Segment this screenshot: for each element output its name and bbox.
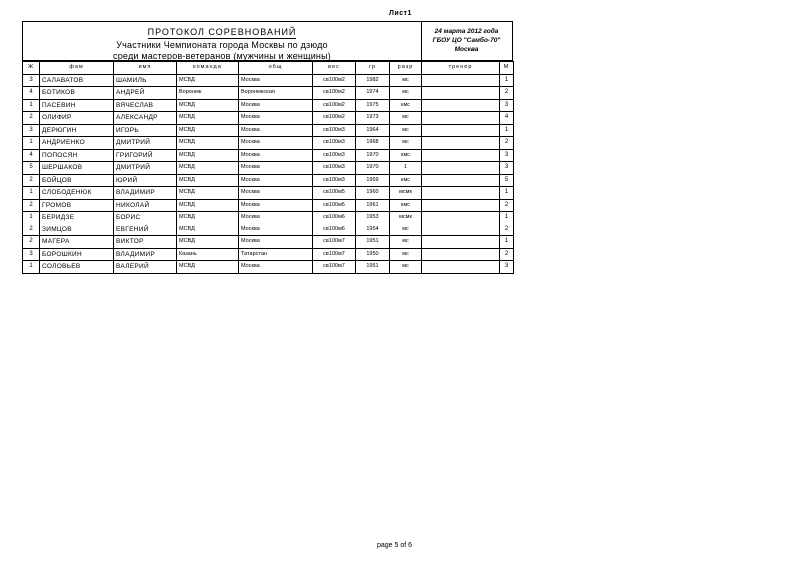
- cell-razr: мс: [390, 224, 422, 236]
- cell-ves: св100м2: [313, 99, 356, 112]
- cell-obsh: Москва: [239, 112, 313, 125]
- cell-gr: 1975: [356, 99, 390, 112]
- col-header-zh: Ж: [23, 62, 40, 75]
- cell-zh: 3: [23, 124, 40, 137]
- cell-trainer: [422, 112, 500, 125]
- cell-team: МСВД: [177, 212, 239, 224]
- cell-m: 2: [500, 199, 514, 212]
- header-event-info: [421, 22, 512, 60]
- table-row: [23, 224, 514, 236]
- cell-razr: кмс: [390, 199, 422, 212]
- cell-fam: АНДРИЕНКО: [40, 137, 114, 150]
- cell-ves: св100м3: [313, 162, 356, 175]
- cell-ves: св100м7: [313, 261, 356, 274]
- col-header-razr: разр: [390, 62, 422, 75]
- cell-ves: св100м7: [313, 248, 356, 261]
- table-row: [23, 74, 514, 87]
- cell-gr: 1950: [356, 248, 390, 261]
- cell-razr: мс: [390, 87, 422, 100]
- cell-razr: кмс: [390, 149, 422, 162]
- col-header-name: имя: [114, 62, 177, 75]
- col-header-m: М: [500, 62, 514, 75]
- table-row: [23, 248, 514, 261]
- cell-zh: 3: [23, 74, 40, 87]
- cell-razr: мсмк: [390, 212, 422, 224]
- cell-trainer: [422, 236, 500, 249]
- col-header-ves: вес: [313, 62, 356, 75]
- cell-zh: 1: [23, 261, 40, 274]
- cell-obsh: Москва: [239, 137, 313, 150]
- cell-m: 2: [500, 137, 514, 150]
- cell-m: 1: [500, 187, 514, 200]
- cell-zh: 3: [23, 248, 40, 261]
- cell-gr: 1951: [356, 236, 390, 249]
- cell-gr: 1982: [356, 74, 390, 87]
- cell-zh: 2: [23, 224, 40, 236]
- table-row: [23, 199, 514, 212]
- cell-trainer: [422, 224, 500, 236]
- cell-razr: мс: [390, 248, 422, 261]
- cell-fam: БОРОШКИН: [40, 248, 114, 261]
- table-row: [23, 261, 514, 274]
- table-header-row: [23, 62, 514, 75]
- table-row: [23, 187, 514, 200]
- col-header-gr: гр: [356, 62, 390, 75]
- cell-name: АНДРЕЙ: [114, 87, 177, 100]
- table-row: [23, 162, 514, 175]
- cell-razr: мс: [390, 124, 422, 137]
- cell-name: ВЯЧЕСЛАВ: [114, 99, 177, 112]
- cell-trainer: [422, 162, 500, 175]
- cell-team: МСВД: [177, 224, 239, 236]
- cell-fam: ПАСЕВИН: [40, 99, 114, 112]
- table-row: [23, 236, 514, 249]
- cell-razr: мсмк: [390, 187, 422, 200]
- cell-fam: ДЕРЮГИН: [40, 124, 114, 137]
- cell-m: 3: [500, 99, 514, 112]
- cell-obsh: Москва: [239, 212, 313, 224]
- cell-razr: мс: [390, 261, 422, 274]
- cell-ves: св100м2: [313, 112, 356, 125]
- cell-team: МСВД: [177, 261, 239, 274]
- cell-team: МСВД: [177, 74, 239, 87]
- event-city: Москва: [454, 46, 479, 53]
- cell-gr: 1970: [356, 162, 390, 175]
- cell-gr: 1960: [356, 187, 390, 200]
- cell-trainer: [422, 99, 500, 112]
- cell-zh: 1: [23, 187, 40, 200]
- cell-fam: ЗИМЦОВ: [40, 224, 114, 236]
- cell-razr: кмс: [390, 99, 422, 112]
- cell-gr: 1954: [356, 224, 390, 236]
- cell-ves: св100м3: [313, 149, 356, 162]
- cell-team: Казань: [177, 248, 239, 261]
- table-row: [23, 112, 514, 125]
- cell-gr: 1964: [356, 124, 390, 137]
- cell-name: ШАМИЛЬ: [114, 74, 177, 87]
- cell-fam: СЛОБОДЕНЮК: [40, 187, 114, 200]
- cell-trainer: [422, 261, 500, 274]
- cell-obsh: Москва: [239, 224, 313, 236]
- cell-m: 1: [500, 236, 514, 249]
- cell-zh: 2: [23, 199, 40, 212]
- cell-trainer: [422, 187, 500, 200]
- cell-name: ВЛАДИМИР: [114, 248, 177, 261]
- col-header-trainer: тренер: [422, 62, 500, 75]
- cell-m: 3: [500, 261, 514, 274]
- cell-zh: 1: [23, 212, 40, 224]
- event-date: 24 марта 2012 года: [434, 28, 499, 35]
- cell-fam: ШЕРШАКОВ: [40, 162, 114, 175]
- cell-gr: 1961: [356, 199, 390, 212]
- cell-razr: мс: [390, 74, 422, 87]
- cell-zh: 1: [23, 137, 40, 150]
- cell-gr: 1953: [356, 212, 390, 224]
- event-organization: ГБОУ ЦО "Самбо-70": [432, 37, 501, 44]
- cell-trainer: [422, 199, 500, 212]
- cell-fam: САЛАВАТОВ: [40, 74, 114, 87]
- protocol-subtitle-1: Участники Чемпионата города Москвы по дзюдо: [116, 40, 328, 50]
- page-number: page 5 of 6: [377, 542, 413, 549]
- cell-ves: св100м6: [313, 212, 356, 224]
- cell-team: МСВД: [177, 236, 239, 249]
- cell-razr: кмс: [390, 174, 422, 187]
- table-row: [23, 87, 514, 100]
- cell-trainer: [422, 248, 500, 261]
- cell-team: МСВД: [177, 174, 239, 187]
- cell-razr: мс: [390, 236, 422, 249]
- cell-ves: св100м5: [313, 199, 356, 212]
- cell-razr: мс: [390, 112, 422, 125]
- cell-m: 1: [500, 212, 514, 224]
- cell-fam: СОЛОВЬЕВ: [40, 261, 114, 274]
- cell-ves: св100м3: [313, 124, 356, 137]
- cell-obsh: Москва: [239, 149, 313, 162]
- cell-team: МСВД: [177, 137, 239, 150]
- cell-zh: 1: [23, 99, 40, 112]
- table-row: [23, 99, 514, 112]
- cell-ves: св100м6: [313, 224, 356, 236]
- cell-zh: 2: [23, 174, 40, 187]
- cell-team: МСВД: [177, 162, 239, 175]
- table-body: [23, 74, 514, 273]
- cell-name: ВИКТОР: [114, 236, 177, 249]
- protocol-subtitle-2: среди мастеров-ветеранов (мужчины и женщины): [113, 51, 331, 61]
- cell-trainer: [422, 74, 500, 87]
- cell-gr: 1974: [356, 87, 390, 100]
- cell-m: 2: [500, 224, 514, 236]
- cell-name: ВАЛЕРИЙ: [114, 261, 177, 274]
- cell-gr: 1951: [356, 261, 390, 274]
- cell-ves: св100м3: [313, 174, 356, 187]
- col-header-fam: фам: [40, 62, 114, 75]
- col-header-obsh: общ: [239, 62, 313, 75]
- cell-m: 4: [500, 112, 514, 125]
- cell-name: ЮРИЙ: [114, 174, 177, 187]
- cell-name: ВЛАДИМИР: [114, 187, 177, 200]
- cell-m: 3: [500, 162, 514, 175]
- cell-fam: БОЙЦОВ: [40, 174, 114, 187]
- col-header-team: команда: [177, 62, 239, 75]
- cell-obsh: Москва: [239, 261, 313, 274]
- cell-ves: св100м7: [313, 236, 356, 249]
- cell-m: 2: [500, 87, 514, 100]
- cell-trainer: [422, 124, 500, 137]
- cell-ves: св100м3: [313, 137, 356, 150]
- cell-obsh: Москва: [239, 99, 313, 112]
- cell-trainer: [422, 87, 500, 100]
- cell-trainer: [422, 137, 500, 150]
- cell-gr: 1969: [356, 174, 390, 187]
- cell-obsh: Москва: [239, 199, 313, 212]
- cell-obsh: Татарстан: [239, 248, 313, 261]
- cell-ves: св100м5: [313, 187, 356, 200]
- cell-name: ДМИТРИЙ: [114, 162, 177, 175]
- cell-fam: БЕРИДЗЕ: [40, 212, 114, 224]
- header-title-block: [23, 22, 422, 60]
- cell-m: 3: [500, 149, 514, 162]
- cell-trainer: [422, 174, 500, 187]
- table-row: [23, 137, 514, 150]
- cell-gr: 1970: [356, 149, 390, 162]
- cell-ves: св100м2: [313, 87, 356, 100]
- cell-team: МСВД: [177, 99, 239, 112]
- cell-zh: 2: [23, 236, 40, 249]
- cell-obsh: Москва: [239, 74, 313, 87]
- cell-fam: БОТИКОВ: [40, 87, 114, 100]
- sheet-label: Лист1: [389, 10, 412, 17]
- cell-name: АЛЕКСАНДР: [114, 112, 177, 125]
- table-row: [23, 124, 514, 137]
- cell-razr: мс: [390, 137, 422, 150]
- protocol-title: ПРОТОКОЛ СОРЕВНОВАНИЙ: [147, 27, 297, 37]
- cell-obsh: Москва: [239, 174, 313, 187]
- cell-name: НИКОЛАЙ: [114, 199, 177, 212]
- cell-obsh: Москва: [239, 187, 313, 200]
- table-row: [23, 174, 514, 187]
- cell-m: 1: [500, 124, 514, 137]
- cell-fam: МАГЕРА: [40, 236, 114, 249]
- cell-zh: 4: [23, 87, 40, 100]
- protocol-header: [22, 21, 513, 61]
- cell-razr: 1: [390, 162, 422, 175]
- cell-fam: ГРОМОВ: [40, 199, 114, 212]
- cell-obsh: Москва: [239, 236, 313, 249]
- cell-obsh: Воронежская: [239, 87, 313, 100]
- cell-trainer: [422, 212, 500, 224]
- cell-obsh: Москва: [239, 162, 313, 175]
- cell-trainer: [422, 149, 500, 162]
- cell-obsh: Москва: [239, 124, 313, 137]
- cell-m: 2: [500, 248, 514, 261]
- cell-gr: 1968: [356, 137, 390, 150]
- cell-zh: 5: [23, 162, 40, 175]
- table-row: [23, 149, 514, 162]
- cell-name: ЕВГЕНИЙ: [114, 224, 177, 236]
- cell-fam: ПОПОСЯН: [40, 149, 114, 162]
- cell-team: МСВД: [177, 199, 239, 212]
- cell-team: МСВД: [177, 187, 239, 200]
- cell-ves: св100м2: [313, 74, 356, 87]
- cell-team: Воронеж: [177, 87, 239, 100]
- results-table: [22, 61, 514, 274]
- cell-name: ДМИТРИЙ: [114, 137, 177, 150]
- cell-fam: ОЛИФИР: [40, 112, 114, 125]
- cell-name: ИГОРЬ: [114, 124, 177, 137]
- cell-m: 5: [500, 174, 514, 187]
- cell-team: МСВД: [177, 112, 239, 125]
- cell-name: ГРИГОРИЙ: [114, 149, 177, 162]
- cell-m: 1: [500, 74, 514, 87]
- cell-gr: 1973: [356, 112, 390, 125]
- cell-team: МСВД: [177, 124, 239, 137]
- cell-team: МСВД: [177, 149, 239, 162]
- cell-zh: 2: [23, 112, 40, 125]
- cell-name: БОРИС: [114, 212, 177, 224]
- cell-zh: 4: [23, 149, 40, 162]
- table-row: [23, 212, 514, 224]
